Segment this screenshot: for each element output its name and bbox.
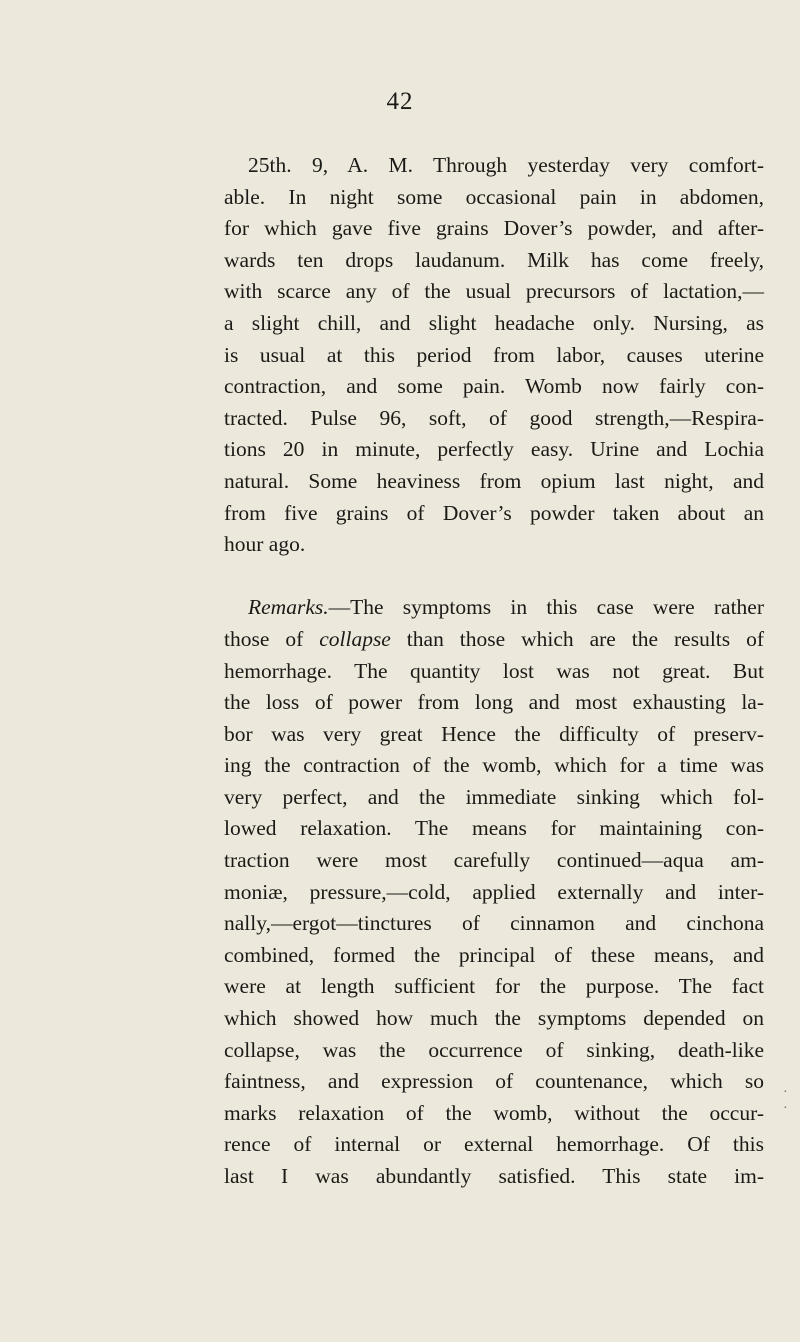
text-line: the loss of power from long and most exhausting la- <box>224 690 764 715</box>
text-line: tracted. Pulse 96, soft, of good strength,—Respira- <box>224 405 764 430</box>
text-line: with scarce any of the usual precursors of lactation,— <box>224 279 764 304</box>
text-line: last I was abundantly satisfied. This state im- <box>224 1164 764 1188</box>
text-line: marks relaxation of the womb, without the occur- <box>224 1100 764 1125</box>
text-line: rence of internal or external hemorrhage. Of this <box>224 1132 764 1157</box>
text-line: ing the contraction of the womb, which for a time was <box>224 753 764 778</box>
emphasis-collapse: collapse <box>319 626 391 651</box>
margin-specks-decoration: · · <box>783 1085 792 1116</box>
text-line: combined, formed the principal of these means, and <box>224 942 764 967</box>
text-line: were at length sufficient for the purpose. The fact <box>224 974 764 999</box>
text-line: able. In night some occasional pain in abdomen, <box>224 184 764 209</box>
text-fragment: —The symptoms in this case were rather <box>328 595 764 620</box>
text-line: contraction, and some pain. Womb now fairly con- <box>224 374 764 399</box>
text-line: natural. Some heaviness from opium last night, and <box>224 468 764 493</box>
text-line: lowed relaxation. The means for maintaining con- <box>224 816 764 841</box>
text-line: traction were most carefully continued—aqua am- <box>224 848 764 873</box>
text-line: 25th. 9, A. M. Through yesterday very comfort- <box>248 153 764 177</box>
text-line: which showed how much the symptoms depended on <box>224 1006 764 1031</box>
text-line <box>224 624 764 656</box>
text-line: from five grains of Dover’s powder taken about an <box>224 500 764 525</box>
text-line: wards ten drops laudanum. Milk has come freely, <box>224 247 764 272</box>
paragraph-spacer <box>224 561 764 593</box>
page-number: 42 <box>386 88 414 115</box>
text-line: a slight chill, and slight headache only. Nursing, as <box>224 310 764 335</box>
text-line: bor was very great Hence the difficulty of preserv- <box>224 721 764 746</box>
paragraph-case-note <box>224 150 764 561</box>
text-fragment: those of <box>224 626 320 651</box>
text-line: hemorrhage. The quantity lost was not great. But <box>224 658 764 683</box>
text-fragment: than those which are the results of <box>390 626 765 651</box>
text-line <box>224 592 764 624</box>
text-line: faintness, and expression of countenance, which so <box>224 1069 764 1094</box>
paragraph-remarks <box>224 592 764 1192</box>
text-line: moniæ, pressure,—cold, applied externally and inter- <box>224 879 764 904</box>
text-line: for which gave five grains Dover’s powder, and after- <box>224 216 764 241</box>
text-line: very perfect, and the immediate sinking which fol- <box>224 784 764 809</box>
text-line: collapse, was the occurrence of sinking, death-like <box>224 1037 764 1062</box>
text-line: tions 20 in minute, perfectly easy. Urine and Lochia <box>224 437 764 462</box>
body-text <box>224 150 764 1193</box>
text-line: nally,—ergot—tinctures of cinnamon and cinchona <box>224 911 764 936</box>
text-line: hour ago. <box>224 532 306 557</box>
remarks-heading: Remarks. <box>248 595 329 620</box>
text-line: is usual at this period from labor, causes uterine <box>224 342 764 367</box>
